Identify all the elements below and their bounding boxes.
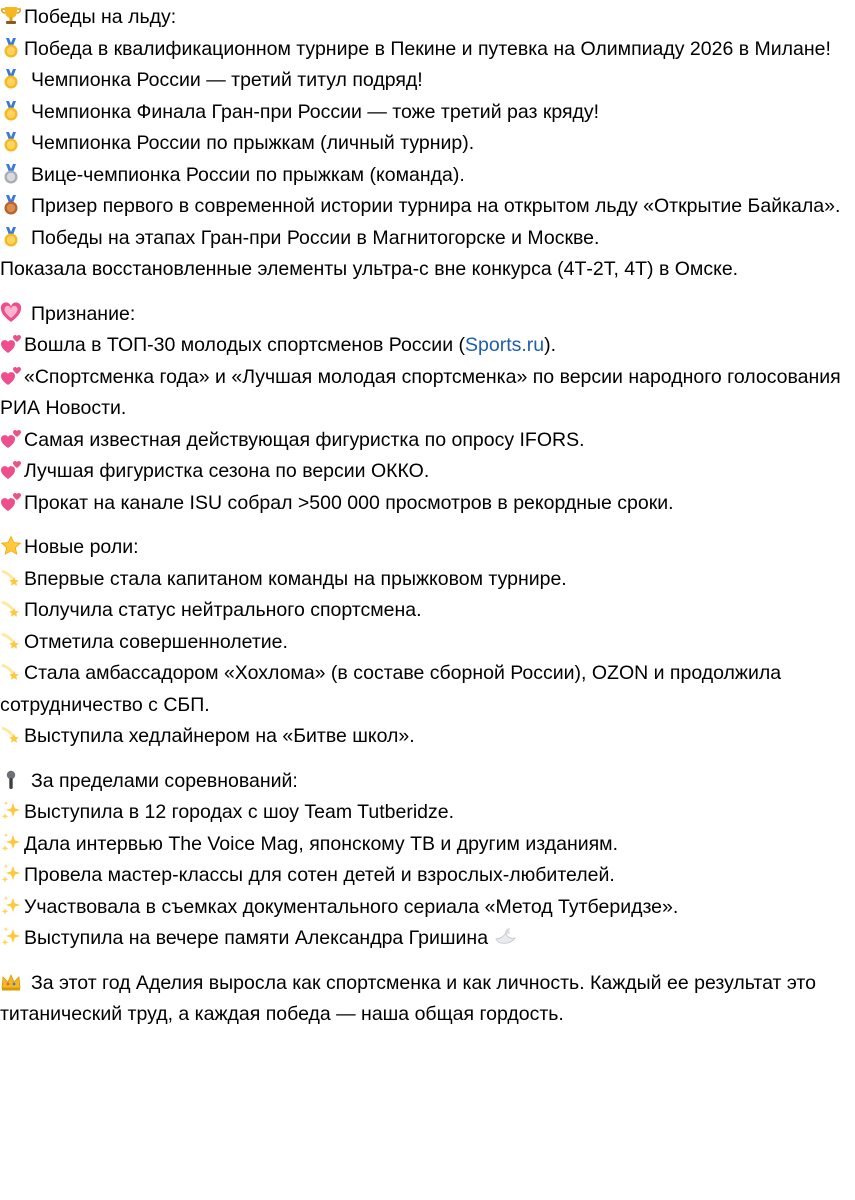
list-item-text: Получила статус нейтрального спортсмена. bbox=[24, 599, 422, 621]
list-item-text: Самая известная действующая фигуристка по опросу IFORS. bbox=[24, 428, 585, 451]
list-item-text: Стала амбассадором «Хохлома» (в составе сборной России), OZON и продолжила сотрудничество с СБП. bbox=[0, 662, 782, 716]
list-item bbox=[0, 860, 855, 892]
list-item-text-end: ). bbox=[544, 334, 557, 356]
list-item-text: Участвовала в съемках документального сериала «Метод Тутберидзе». bbox=[24, 895, 679, 918]
list-item-text: Дала интервью The Voice Mag, японскому ТВ и другим изданиям. bbox=[24, 832, 618, 855]
list-item bbox=[0, 892, 855, 924]
sports-ru-link[interactable]: Sports.ru bbox=[465, 334, 545, 356]
list-item bbox=[0, 595, 855, 627]
list-item bbox=[0, 456, 855, 488]
microphone-icon bbox=[0, 769, 22, 791]
sparkles-icon bbox=[0, 895, 22, 917]
list-item-text: Чемпионка России — третий титул подряд! bbox=[31, 69, 423, 91]
list-item bbox=[0, 223, 855, 255]
list-item-text: Победы на этапах Гран-при России в Магнитогорске и Москве. bbox=[31, 226, 600, 249]
list-item bbox=[0, 362, 855, 425]
shooting-star-icon bbox=[0, 630, 22, 652]
sparkles-icon bbox=[0, 863, 22, 885]
list-item bbox=[0, 425, 855, 457]
shooting-star-icon bbox=[0, 567, 22, 589]
list-item bbox=[0, 829, 855, 861]
crown-icon bbox=[0, 971, 22, 993]
summary-paragraph bbox=[0, 968, 855, 1031]
list-item-text: Чемпионка России по прыжкам (личный турнир). bbox=[31, 132, 475, 154]
shooting-star-icon bbox=[0, 661, 22, 683]
sparkles-icon bbox=[0, 926, 22, 948]
list-item-text: Призер первого в современной истории турнира на открытом льду «Открытие Байкала». bbox=[31, 195, 841, 217]
two-hearts-icon bbox=[0, 428, 22, 450]
two-hearts-icon bbox=[0, 333, 22, 355]
section-header bbox=[0, 532, 855, 564]
two-hearts-icon bbox=[0, 365, 22, 387]
section-title: Победы на льду: bbox=[24, 6, 177, 28]
list-item bbox=[0, 721, 855, 753]
list-item-text: Вошла в ТОП-30 молодых спортсменов России ( bbox=[24, 334, 465, 356]
sparkles-icon bbox=[0, 832, 22, 854]
paragraph: Показала восстановленные элементы ультра-с вне конкурса (4Т-2Т, 4Т) в Омске. bbox=[0, 258, 739, 280]
list-item bbox=[0, 34, 855, 66]
gold-medal-icon bbox=[0, 100, 22, 122]
list-item-text: Провела мастер-классы для сотен детей и взрослых-любителей. bbox=[24, 864, 615, 886]
star-icon bbox=[0, 535, 22, 557]
list-item-text: «Спортсменка года» и «Лучшая молодая спортсменка» по версии народного голосования РИА Новости. bbox=[0, 365, 841, 419]
two-hearts-icon bbox=[0, 491, 22, 513]
list-item-text: Выступила на вечере памяти Александра Гришина bbox=[24, 927, 489, 949]
gold-medal-icon bbox=[0, 68, 22, 90]
list-item bbox=[0, 65, 855, 97]
list-item-text: Лучшая фигуристка сезона по версии ОККО. bbox=[24, 460, 430, 482]
list-item-text: Впервые стала капитаном команды на прыжковом турнире. bbox=[24, 567, 567, 590]
section-ice-victories bbox=[0, 2, 855, 286]
shooting-star-icon bbox=[0, 598, 22, 620]
list-item-text: Победа в квалификационном турнире в Пекине и путевка на Олимпиаду 2026 в Милане! bbox=[24, 37, 831, 60]
heart-icon bbox=[0, 302, 22, 324]
trophy-icon bbox=[0, 5, 22, 27]
list-item-text: Вице-чемпионка России по прыжкам (команда). bbox=[31, 163, 465, 186]
list-item bbox=[0, 488, 855, 520]
list-item-text: Выступила в 12 городах с шоу Team Tutberidze. bbox=[24, 801, 455, 823]
section-header bbox=[0, 766, 855, 798]
summary-text: За этот год Аделия выросла как спортсменка и как личность. Каждый ее результат это титанический труд, а каждая победа — наша общая гордость. bbox=[0, 971, 816, 1025]
list-item bbox=[0, 191, 855, 223]
section-title: Признание: bbox=[31, 302, 136, 325]
list-item-text: Выступила хедлайнером на «Битве школ». bbox=[24, 725, 415, 747]
section-beyond-competitions bbox=[0, 766, 855, 955]
list-item bbox=[0, 797, 855, 829]
list-item-text: Отметила совершеннолетие. bbox=[24, 630, 288, 653]
bronze-medal-icon bbox=[0, 194, 22, 216]
section-summary bbox=[0, 968, 855, 1031]
gold-medal-icon bbox=[0, 37, 22, 59]
gold-medal-icon bbox=[0, 226, 22, 248]
list-item bbox=[0, 128, 855, 160]
list-item bbox=[0, 627, 855, 659]
section-title: Новые роли: bbox=[24, 536, 139, 558]
list-item-text: Чемпионка Финала Гран-при России — тоже третий раз кряду! bbox=[31, 100, 600, 123]
dove-icon bbox=[493, 925, 519, 947]
list-item bbox=[0, 923, 855, 955]
list-item-text: Прокат на канале ISU собрал >500 000 просмотров в рекордные сроки. bbox=[24, 491, 674, 514]
section-header bbox=[0, 299, 855, 331]
section-header bbox=[0, 2, 855, 34]
list-item bbox=[0, 564, 855, 596]
list-item bbox=[0, 160, 855, 192]
section-new-roles bbox=[0, 532, 855, 753]
silver-medal-icon bbox=[0, 163, 22, 185]
list-item bbox=[0, 658, 855, 721]
list-item bbox=[0, 330, 855, 362]
section-title: За пределами соревнований: bbox=[31, 769, 298, 792]
gold-medal-icon bbox=[0, 131, 22, 153]
list-item bbox=[0, 97, 855, 129]
two-hearts-icon bbox=[0, 459, 22, 481]
sparkles-icon bbox=[0, 800, 22, 822]
shooting-star-icon bbox=[0, 724, 22, 746]
section-recognition bbox=[0, 299, 855, 520]
